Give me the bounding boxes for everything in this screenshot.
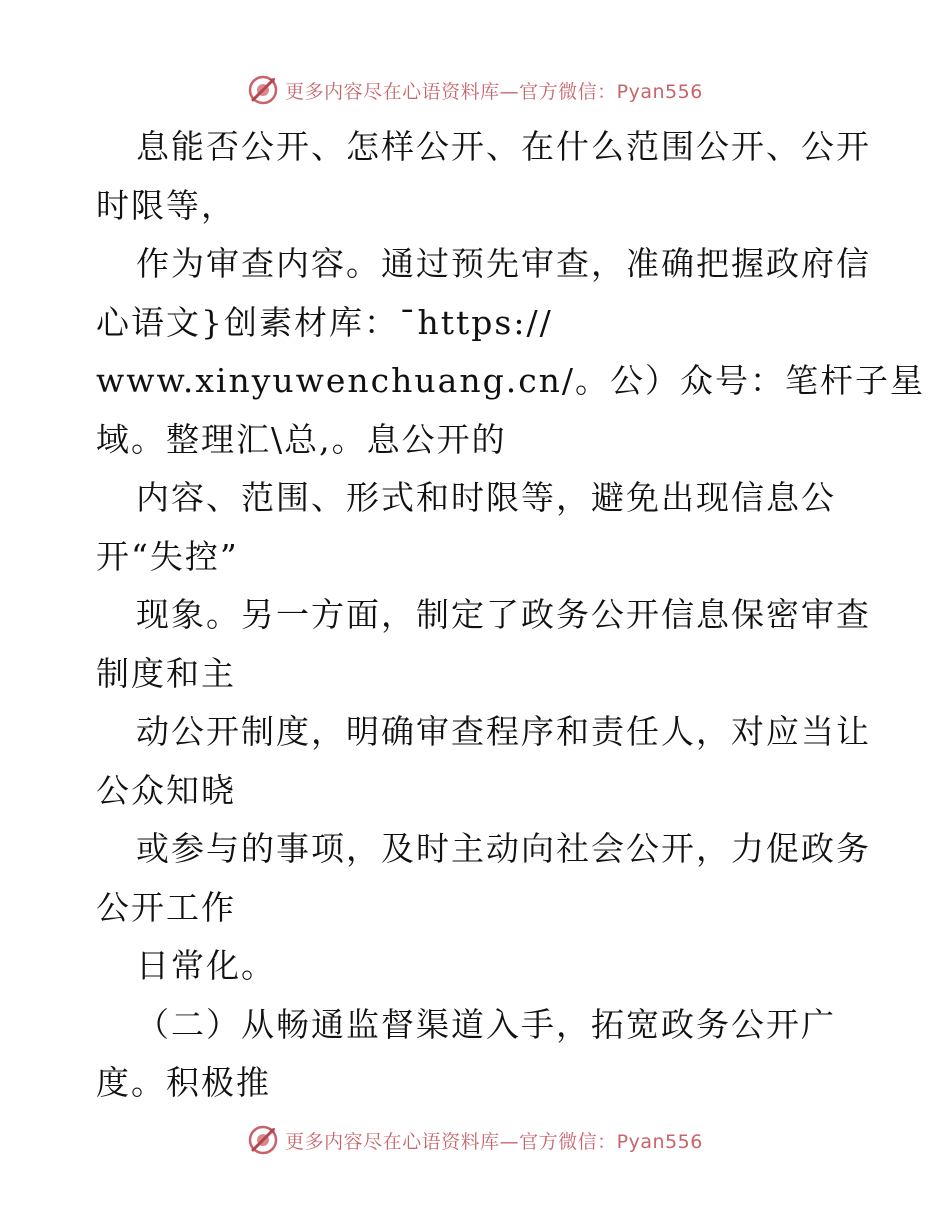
document-body <box>96 118 926 1113</box>
text-line: 现象。另一方面，制定了政务公开信息保密审查 <box>136 595 871 634</box>
text-line: 开“失控” <box>96 536 239 576</box>
text-line: 作为审查内容。通过预先审查，准确把握政府信 <box>136 244 871 283</box>
text-line: 内容、范围、形式和时限等，避免出现信息公 <box>136 478 836 517</box>
footer-banner-text: 更多内容尽在心语资料库—官方微信：Pyan556 <box>285 1130 703 1153</box>
text-line: （二）从畅通监督渠道入手，拓宽政务公开广 <box>136 1004 836 1044</box>
footer-banner <box>0 1122 950 1158</box>
text-line: 日常化。 <box>136 946 276 985</box>
text-line: 或参与的事项，及时主动向社会公开，力促政务 <box>136 829 871 868</box>
text-line: 心语文}创素材库：¯https:// <box>96 302 553 342</box>
text-line: 制度和主 <box>96 653 236 693</box>
text-line: www.xinyuwenchuang.cn/。公）众号：笔杆子星 <box>96 361 926 400</box>
logo-icon <box>247 74 279 106</box>
text-line: 时限等， <box>96 185 236 225</box>
text-line: 动公开制度，明确审查程序和责任人，对应当让 <box>136 712 871 751</box>
header-banner-text: 更多内容尽在心语资料库—官方微信：Pyan556 <box>285 80 703 103</box>
text-line: 公众知晓 <box>96 770 236 810</box>
text-line: 公开工作 <box>96 887 236 927</box>
logo-icon <box>247 1124 279 1156</box>
header-banner <box>0 72 950 108</box>
text-line: 域。整理汇\总,。息公开的 <box>96 419 507 459</box>
text-line: 息能否公开、怎样公开、在什么范围公开、公开 <box>136 127 871 166</box>
text-line: 度。积极推 <box>96 1063 271 1102</box>
